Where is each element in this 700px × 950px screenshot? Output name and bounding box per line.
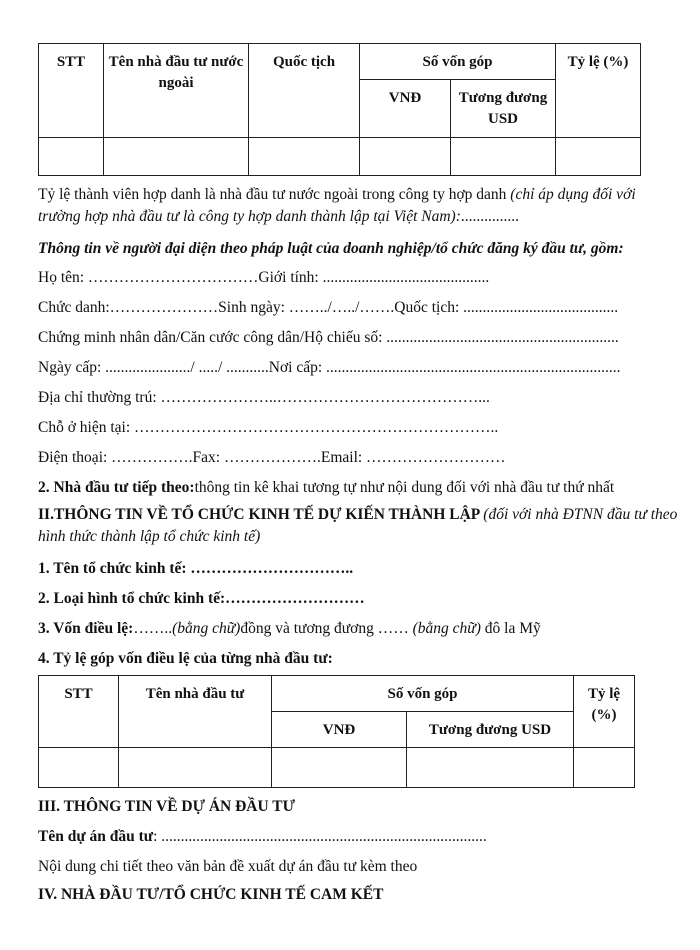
empty-cell[interactable] (119, 748, 272, 788)
header-nationality: Quốc tịch (249, 44, 360, 138)
econ-org-type-line: 2. Loại hình tổ chức kinh tế:……………………… (38, 590, 365, 607)
header-vnd: VNĐ (272, 712, 407, 748)
empty-cell[interactable] (574, 748, 635, 788)
header-ratio: Tỷ lệ (%) (556, 44, 641, 138)
rep-name-line: Họ tên: ……………………………Giới tính: ........................................... (38, 269, 490, 286)
empty-cell[interactable] (272, 748, 407, 788)
header-usd: Tương đương USD (407, 712, 574, 748)
section2-heading: II.THÔNG TIN VỀ TỔ CHỨC KINH TẾ DỰ KIẾN THÀNH LẬP (đối với nhà ĐTNN đầu tư theo hình thức thành lập tổ chức kinh tế) (38, 506, 678, 545)
header-usd: Tương đương USD (451, 80, 556, 138)
header-capital: Số vốn góp (272, 676, 574, 712)
empty-cell[interactable] (39, 748, 119, 788)
header-investor-name: Tên nhà đầu tư (119, 676, 272, 748)
empty-cell[interactable] (407, 748, 574, 788)
section4-heading: IV. NHÀ ĐẦU TƯ/TỔ CHỨC KINH TẾ CAM KẾT (38, 886, 384, 903)
capital-contribution-table (38, 675, 635, 788)
header-ratio: Tỷ lệ (%) (574, 676, 635, 748)
section3-heading: III. THÔNG TIN VỀ DỰ ÁN ĐẦU TƯ (38, 798, 295, 815)
header-stt: STT (39, 676, 119, 748)
empty-cell[interactable] (104, 138, 249, 176)
header-capital: Số vốn góp (360, 44, 556, 80)
rep-current-line: Chỗ ở hiện tại: …………………………………………………………….. (38, 419, 499, 436)
rep-residence-line: Địa chỉ thường trú: …………………..…………………………………... (38, 389, 490, 406)
partner-ratio-paragraph: Tỷ lệ thành viên hợp danh là nhà đầu tư nước ngoài trong công ty hợp danh (chỉ áp dụng đối với trường hợp nhà đầu tư là công ty hợp danh thành lập tại Việt Nam):............... (38, 186, 636, 225)
rep-id-line: Chứng minh nhân dân/Căn cước công dân/Hộ chiếu số: ............................................................ (38, 329, 619, 346)
empty-cell[interactable] (360, 138, 451, 176)
rep-heading: Thông tin về người đại diện theo pháp luật của doanh nghiệp/tổ chức đăng ký đầu tư, gồm: (38, 240, 624, 257)
charter-capital-line: 3. Vốn điều lệ:……..(bằng chữ)đồng và tương đương …… (bằng chữ) đô la Mỹ (38, 620, 541, 637)
empty-cell[interactable] (556, 138, 641, 176)
foreign-investor-table (38, 43, 641, 176)
header-investor-name: Tên nhà đầu tư nước ngoài (104, 44, 249, 138)
econ-org-name-line: 1. Tên tổ chức kinh tế: ………………………….. (38, 560, 354, 577)
project-name-line: Tên dự án đầu tư: .................................................................................... (38, 828, 487, 845)
empty-cell[interactable] (39, 138, 104, 176)
next-investor-line: 2. Nhà đầu tư tiếp theo:thông tin kê khai tương tự như nội dung đối với nhà đầu tư thứ nhất (38, 479, 615, 496)
capital-ratio-heading: 4. Tỷ lệ góp vốn điều lệ của từng nhà đầu tư: (38, 650, 333, 667)
rep-title-line: Chức danh:…………………Sinh ngày: ……../…../…….Quốc tịch: ........................................ (38, 299, 619, 316)
project-detail-line: Nội dung chi tiết theo văn bản đề xuất dự án đầu tư kèm theo (38, 858, 418, 875)
empty-cell[interactable] (451, 138, 556, 176)
rep-contact-line: Điện thoại: …………….Fax: ……………….Email: ……………………… (38, 449, 506, 466)
rep-issue-line: Ngày cấp: ....................../ ...../ ...........Nơi cấp: ............................................................................ (38, 359, 621, 376)
header-stt: STT (39, 44, 104, 138)
header-vnd: VNĐ (360, 80, 451, 138)
empty-cell[interactable] (249, 138, 360, 176)
